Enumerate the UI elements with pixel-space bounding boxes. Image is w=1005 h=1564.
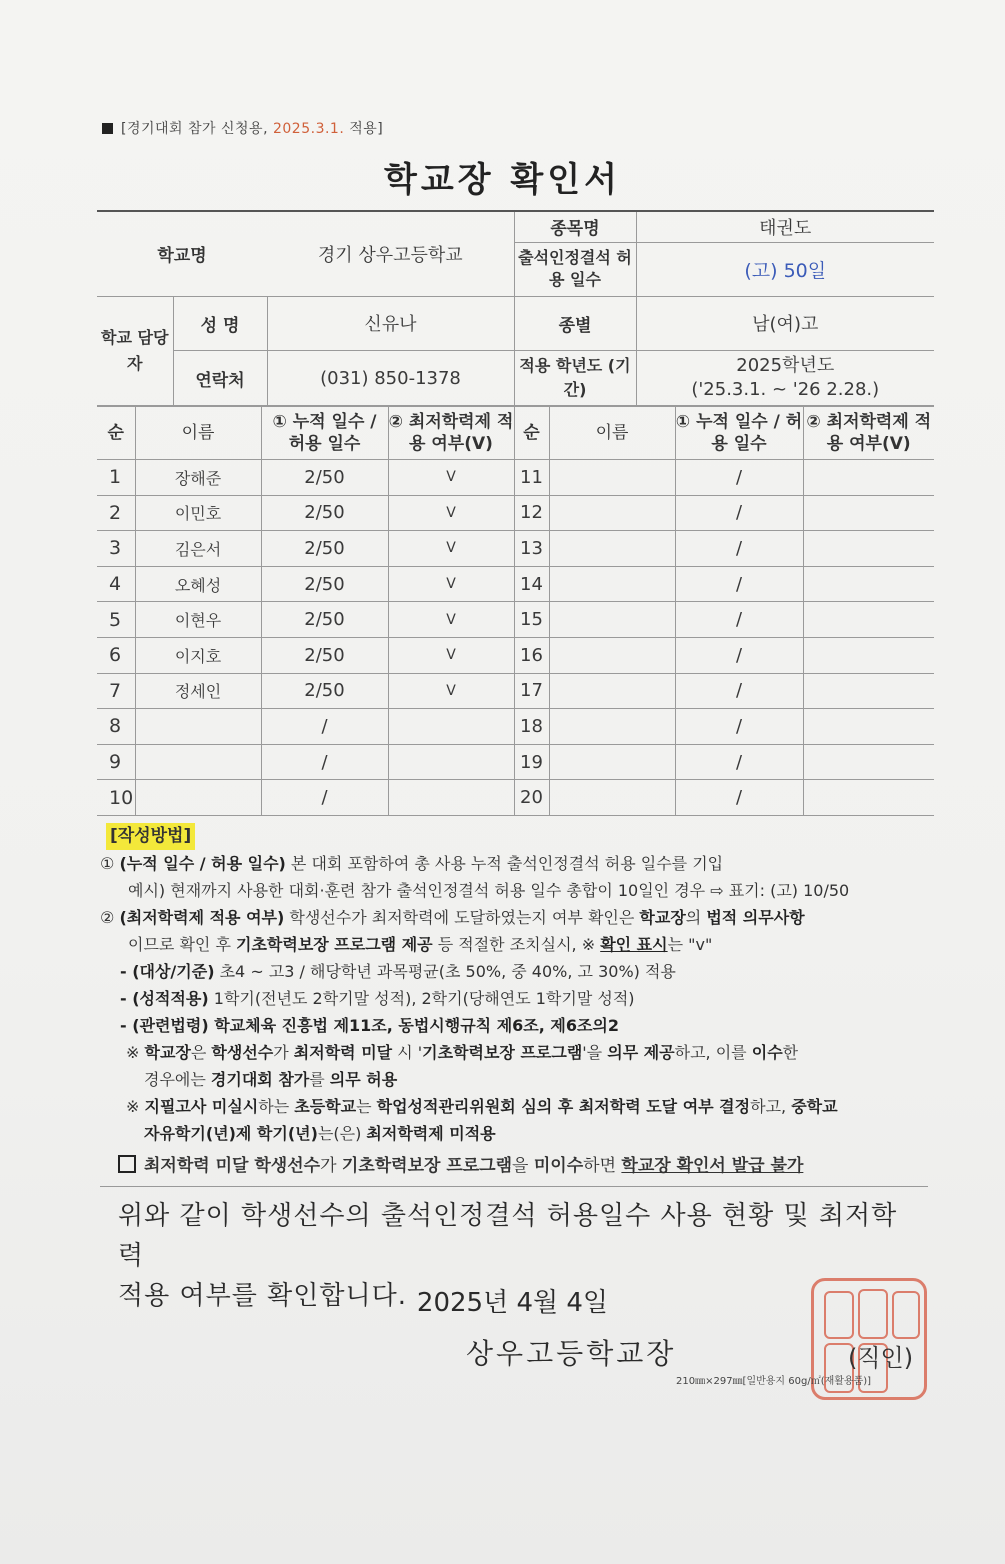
manager-label: 학교 담당자 [97,296,173,406]
year-cell [636,350,934,406]
table-row: 7 정세인 2/50 V 17 / [97,673,934,709]
info-table [97,210,934,407]
guide-line: ① (누적 일수 / 허용 일수) 본 대회 포함하여 총 사용 누적 출석인정결석 허용 일수를 기입 [100,854,724,873]
allow-label: 출석인정결석 허용 일수 [514,242,636,296]
col-no: 순 [97,406,135,460]
school-value: 경기 상우고등학교 [267,211,514,296]
year-value: 2025학년도 [736,355,835,376]
guide-line: 자유학기(년)제 학기(년)는(은) 최저학력제 미적용 [144,1124,496,1143]
guide-line: - (성적적용) 1학기(전년도 2학기말 성적), 2학기(당해연도 1학기말 성적) [120,989,635,1008]
table-row: 5 이현우 2/50 V 15 / [97,602,934,638]
guide-line: ※ 지필고사 미실시하는 초등학교는 학업성적관리위원회 심의 후 최저학력 도달 여부 결정하고, 중학교 [126,1097,838,1116]
checkbox-arrow-icon [118,1155,136,1173]
writing-guide [100,822,935,1180]
col-name: 이름 [135,406,261,460]
square-bullet-icon [102,123,113,134]
guide-line: 이므로 확인 후 기초학력보장 프로그램 제공 등 적절한 조치실시, ※ 확인 표시는 "v" [128,935,713,954]
note-date: 2025.3.1. [272,121,345,137]
guide-line: 경우에는 경기대회 참가를 의무 허용 [144,1070,398,1089]
col-days: ① 누적 일수 / 허용 일수 [675,406,803,460]
confirmation-text: 위와 같이 학생선수의 출석인정결석 허용일수 사용 현황 및 최저학력 적용 여부를 확인합니다. [118,1201,898,1311]
divider [100,1186,928,1187]
table-header-row [97,406,934,460]
sport-value: 태권도 [636,211,934,242]
col-name: 이름 [549,406,675,460]
table-row: 1 장해준 2/50 V 11 / [97,460,934,496]
table-row: 8 / 18 / [97,709,934,745]
page-title: 학교장 확인서 [384,160,621,200]
form-note: [경기대회 참가 신청용, 2025.3.1. 적용] [102,118,383,138]
type-label: 종별 [514,296,636,350]
table-row: 9 / 19 / [97,744,934,780]
table-row: 6 이지호 2/50 V 16 / [97,637,934,673]
table-row: 4 오혜성 2/50 V 14 / [97,566,934,602]
type-value: 남(여)고 [636,296,934,350]
paper-spec: 210㎜×297㎜[일반용지 60g/㎡(재활용품)] [676,1376,872,1387]
principal-name: 상우고등학교장 [466,1337,677,1370]
guide-heading: [작성방법] [106,823,195,850]
seal-mark: (직인) [848,1344,914,1372]
table-row: 3 김은서 2/50 V 13 / [97,531,934,567]
sign-date: 2025년 4월 4일 [416,1288,609,1318]
school-label: 학교명 [97,211,267,296]
name-label: 성 명 [173,296,267,350]
guide-line: ※ 학교장은 학생선수가 최저학력 미달 시 '기초학력보장 프로그램'을 의무 제공하고, 이를 이수한 [126,1043,799,1062]
guide-line: ② (최저학력제 적용 여부) 학생선수가 최저학력에 도달하였는지 여부 확인은 학교장의 법적 의무사항 [100,908,805,927]
table-row: 10 / 20 / [97,780,934,816]
period-value: ('25.3.1. ~ '26 2.28.) [691,379,880,400]
name-value: 신유나 [267,296,514,350]
guide-line: - (관련법령) 학교체육 진흥법 제11조, 동법시행규칙 제6조, 제6조의2 [120,1016,620,1035]
contact-value: (031) 850-1378 [267,350,514,406]
table-row: 2 이민호 2/50 V 12 / [97,495,934,531]
col-check: ② 최저학력제 적용 여부(V) [803,406,934,460]
sport-label: 종목명 [514,211,636,242]
guide-line: 예시) 현재까지 사용한 대회·훈련 참가 출석인정결석 허용 일수 총합이 10일인 경우 ⇨ 표기: (고) 10/50 [128,881,850,900]
allow-value: (고) 50일 [636,242,934,296]
contact-label: 연락처 [173,350,267,406]
guide-line: - (대상/기준) 초4 ~ 고3 / 해당학년 과목평균(초 50%, 중 40%, 고 30%) 적용 [120,962,676,981]
warning-line: 최저학력 미달 학생선수가 기초학력보장 프로그램을 미이수하면 학교장 확인서 발급 불가 [100,1153,935,1180]
col-days: ① 누적 일수 / 허용 일수 [261,406,388,460]
col-check: ② 최저학력제 적용 여부(V) [388,406,514,460]
year-label: 적용 학년도 (기간) [514,350,636,406]
col-no: 순 [514,406,549,460]
student-table [97,405,934,816]
